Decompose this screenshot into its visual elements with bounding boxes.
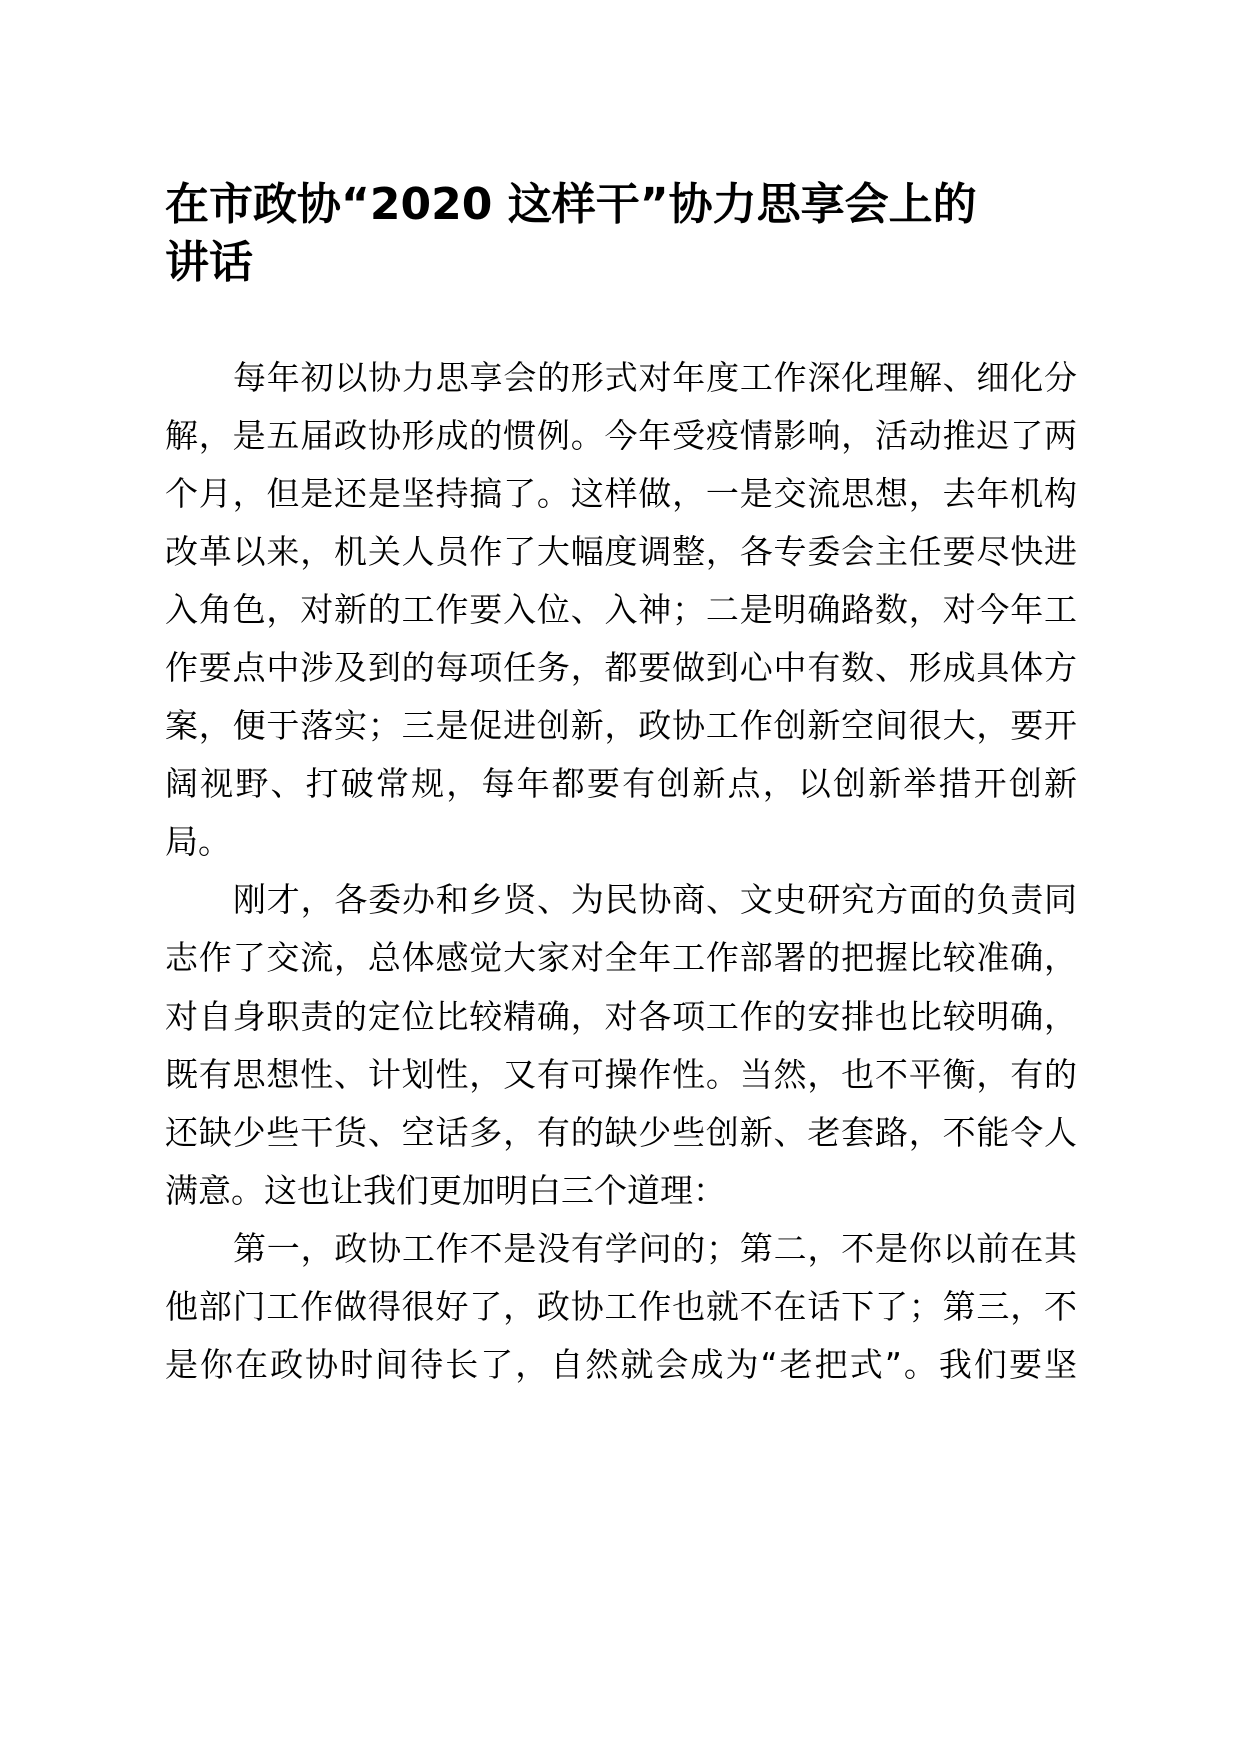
text-line: 还缺少些干货、空话多，有的缺少些创新、老套路，不能令人 [165, 1112, 1077, 1152]
text-line: 既有思想性、计划性，又有可操作性。当然，也不平衡，有的 [165, 1054, 1077, 1094]
text-line: 解，是五届政协形成的惯例。今年受疫情影响，活动推迟了两 [165, 416, 1077, 456]
text-line: 个月，但是还是坚持搞了。这样做，一是交流思想，去年机构 [165, 474, 1077, 514]
document-body [165, 349, 1077, 1394]
text-line: 改革以来，机关人员作了大幅度调整，各专委会主任要尽快进 [165, 532, 1077, 572]
text-line: 局。 [165, 822, 231, 862]
text-line: 第一，政协工作不是没有学问的；第二，不是你以前在其 [233, 1228, 1077, 1268]
paragraph-1 [165, 349, 1077, 871]
title-line: 讲话 [165, 237, 253, 288]
document-title [165, 176, 1085, 292]
text-line: 他部门工作做得很好了，政协工作也就不在话下了；第三，不 [165, 1286, 1077, 1326]
text-line: 是你在政协时间待长了，自然就会成为“老把式”。我们要坚 [165, 1344, 1077, 1384]
text-line: 阔视野、打破常规，每年都要有创新点，以创新举措开创新 [165, 764, 1077, 804]
text-line: 满意。这也让我们更加明白三个道理： [165, 1170, 726, 1210]
paragraph-3 [165, 1220, 1077, 1394]
paragraph-2 [165, 871, 1077, 1219]
text-line: 刚才，各委办和乡贤、为民协商、文史研究方面的负责同 [233, 880, 1077, 920]
title-line: 在市政协“2020 这样干”协力思享会上的 [165, 179, 977, 230]
text-line: 每年初以协力思享会的形式对年度工作深化理解、细化分 [233, 358, 1077, 397]
text-line: 志作了交流，总体感觉大家对全年工作部署的把握比较准确， [165, 938, 1077, 978]
text-line: 对自身职责的定位比较精确，对各项工作的安排也比较明确， [165, 996, 1077, 1036]
text-line: 作要点中涉及到的每项任务，都要做到心中有数、形成具体方 [165, 648, 1077, 688]
text-line: 案，便于落实；三是促进创新，政协工作创新空间很大，要开 [165, 706, 1077, 746]
text-line: 入角色，对新的工作要入位、入神；二是明确路数，对今年工 [165, 590, 1077, 630]
